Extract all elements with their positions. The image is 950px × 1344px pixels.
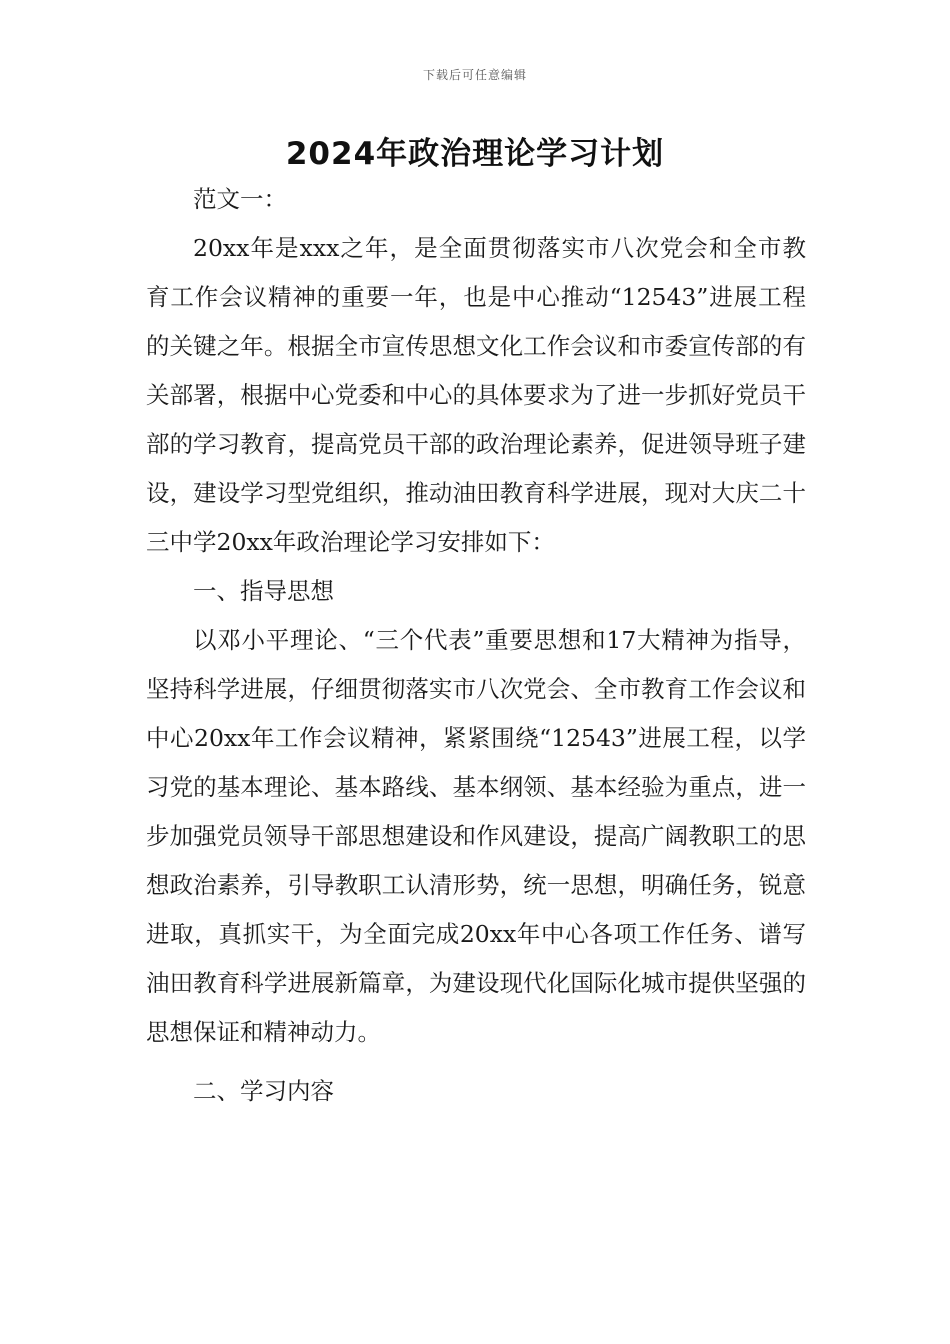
header-note: 下载后可任意编辑 xyxy=(422,68,527,82)
document-body xyxy=(146,175,806,1116)
section-heading-guiding-ideology: 一、指导思想 xyxy=(193,577,334,605)
paragraph-guiding-ideology: 以邓小平理论、“三个代表”重要思想和17大精神为指导，坚持科学进展，仔细贯彻落实市八次党会、全市教育工作会议和中心20xx年工作会议精神，紧紧围绕“12543”进展工程，以学习党的基本理论、基本路线、基本纲领、基本经验为重点，进一步加强党员领导干部思想建设和作风建设，提高广阔教职工的思想政治素养，引导教职工认清形势，统一思想，明确任务，锐意进取，真抓实干，为全面完成20xx年中心各项工作任务、谱写油田教育科学进展新篇章，为建设现代化国际化城市提供坚强的思想保证和精神动力。 xyxy=(146,626,806,1046)
section-heading-study-content: 二、学习内容 xyxy=(193,1077,334,1105)
paragraph-overview: 20xx年是xxx之年，是全面贯彻落实市八次党会和全市教育工作会议精神的重要一年，也是中心推动“12543”进展工程的关键之年。根据全市宣传思想文化工作会议和市委宣传部的有关部署，根据中心党委和中心的具体要求为了进一步抓好党员干部的学习教育，提高党员干部的政治理论素养，促进领导班子建设，建设学习型党组织，推动油田教育科学进展，现对大庆二十三中学20xx年政治理论学习安排如下： xyxy=(146,234,806,556)
document-title: 2024年政治理论学习计划 xyxy=(285,136,665,172)
paragraph-intro-label: 范文一： xyxy=(193,185,287,213)
